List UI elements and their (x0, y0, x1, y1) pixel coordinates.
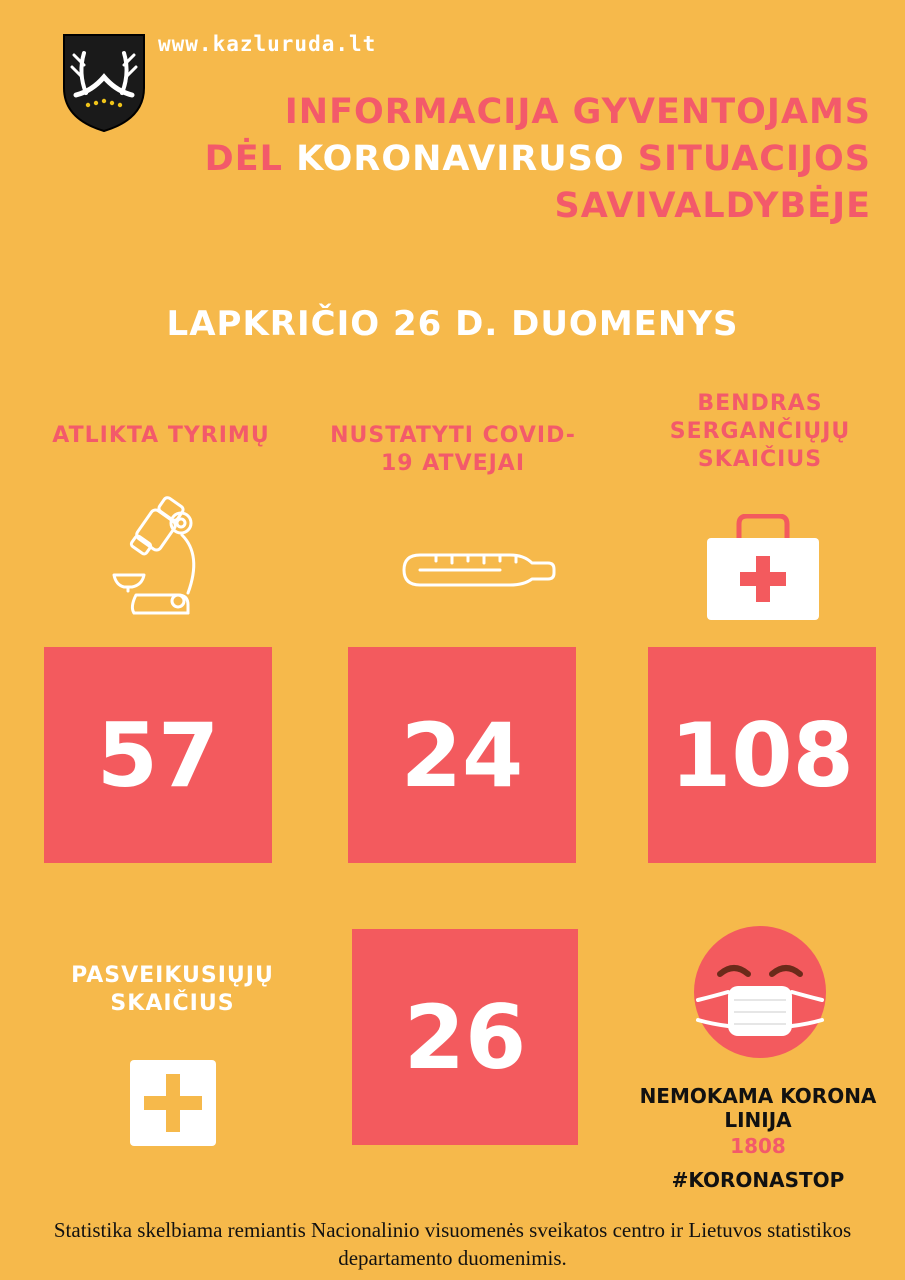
stat-box-recovered (352, 929, 578, 1145)
title-line-2-part-c: SITUACIJOS (624, 139, 871, 179)
title-line-2 (205, 136, 871, 183)
medical-cross-icon (130, 1060, 216, 1146)
title-line-2-part-a: DĖL (204, 139, 297, 179)
stat-value-tests: 57 (96, 703, 220, 807)
hotline-title: NEMOKAMA KORONA LINIJA (639, 1084, 877, 1132)
stat-label-cases: NUSTATYTI COVID-19 ATVEJAI (330, 423, 576, 476)
title-line-2-part-b: KORONAVIRUSO (296, 139, 625, 179)
stat-value-recovered: 26 (403, 985, 527, 1089)
stat-value-total-sick: 108 (670, 703, 854, 807)
hashtag: #KORONASTOP (671, 1168, 845, 1192)
footer-note: Statistika skelbiama remiantis Nacionalinio visuomenės sveikatos centro ir Lietuvos statistikos departamento duomenimis. (53, 1218, 852, 1270)
stat-box-cases (348, 647, 576, 863)
website-url: www.kazluruda.lt (158, 32, 377, 56)
stat-box-total-sick (648, 647, 876, 863)
page-title (205, 89, 871, 230)
stat-box-tests (44, 647, 272, 863)
title-line-3: SAVIVALDYBĖJE (554, 186, 871, 226)
stat-label-total-sick: BENDRAS SERGANČIŲJŲ SKAIČIUS (669, 391, 851, 472)
hotline-number: 1808 (730, 1134, 786, 1158)
stat-label-tests: ATLIKTA TYRIMŲ (52, 423, 270, 448)
thermometer-icon (400, 545, 560, 595)
date-heading: LAPKRIČIO 26 D. DUOMENYS (166, 304, 739, 344)
stat-label-recovered: PASVEIKUSIŲJŲ SKAIČIUS (71, 963, 274, 1016)
face-mask-emoji-icon (694, 926, 826, 1058)
municipality-logo (62, 33, 146, 133)
stat-value-cases: 24 (400, 703, 524, 807)
title-line-1: INFORMACIJA GYVENTOJAMS (284, 92, 871, 132)
microscope-icon (108, 495, 208, 623)
first-aid-kit-icon (707, 514, 819, 620)
